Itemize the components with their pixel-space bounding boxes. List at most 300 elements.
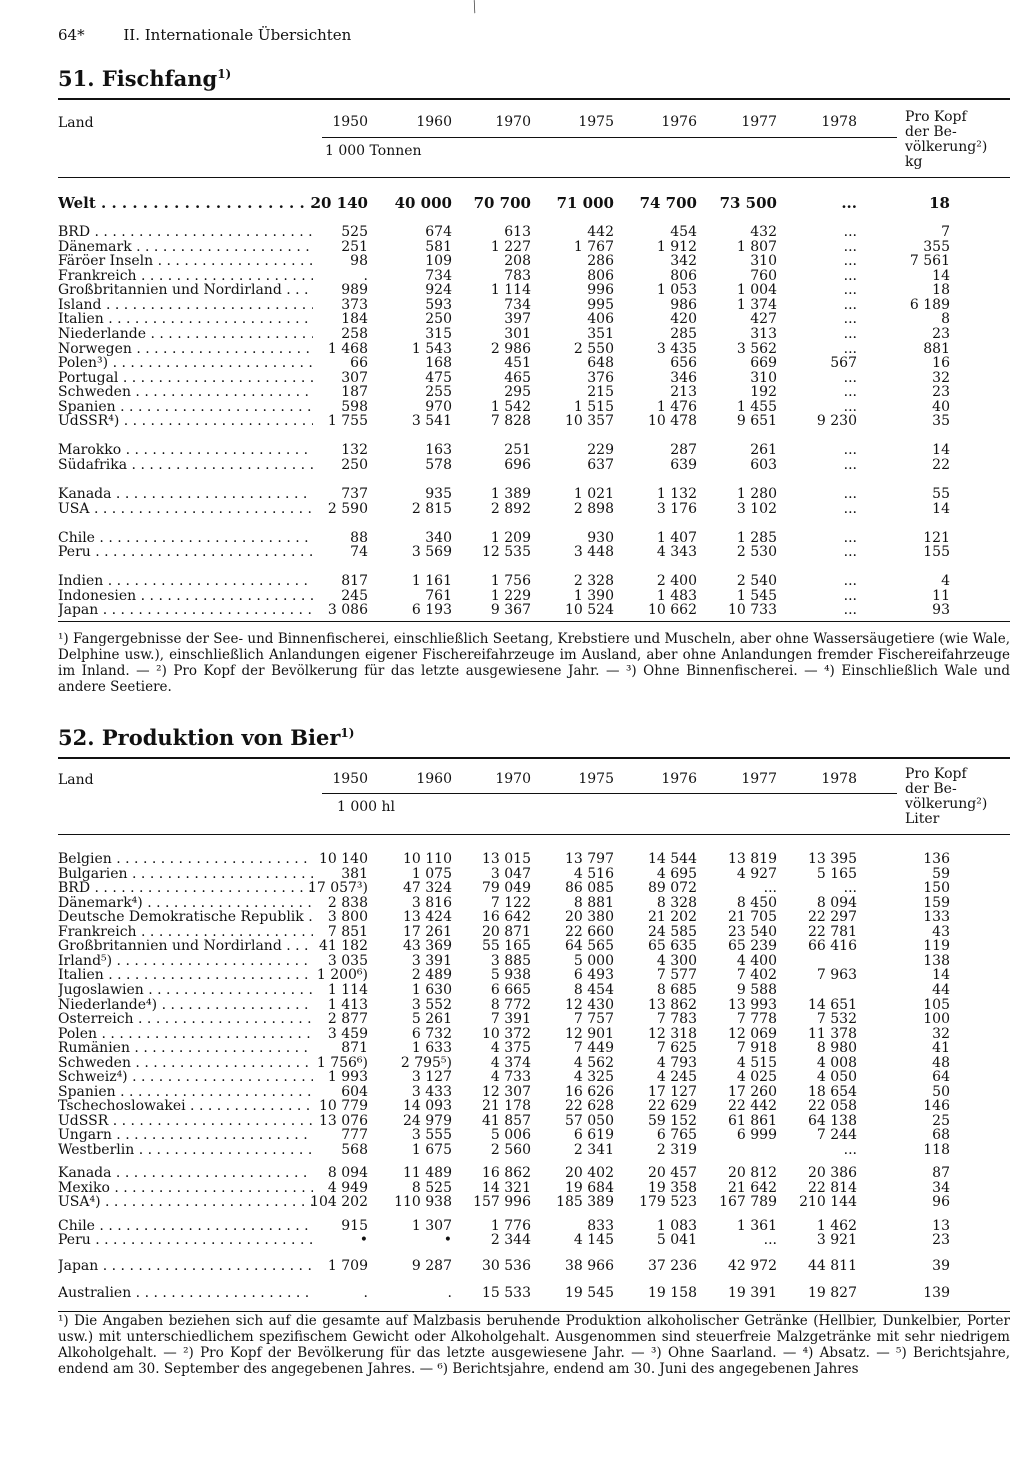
table-cell: 157 996 [473,1194,531,1211]
table-cell: 57 050 [565,1112,614,1129]
table-cell: 4 733 [490,1069,531,1086]
table52-title-text: 52. Produktion von Bier [58,725,341,750]
table-cell: 44 [932,981,950,998]
table-cell: 8 772 [490,996,531,1013]
table-cell: 1 543 [411,340,452,357]
row-label: Deutsche Demokratische Republik . . . [58,910,313,924]
table-cell: 3 433 [411,1083,452,1100]
row-label: Peru . . . [58,545,313,559]
row-label: BRD . . . [58,225,313,239]
row-label: Tschechoslowakei . . . [58,1099,313,1113]
table-cell: ... [843,544,857,561]
table-cell: 817 [341,573,368,590]
table-cell: ... [843,398,857,415]
table-row [0,939,1024,953]
table52-unit: 1 000 hl [337,799,396,815]
row-label: Chile . . . [58,531,313,545]
table-cell: 6 999 [736,1127,777,1144]
table-cell: 986 [670,296,697,313]
table-cell: 10 372 [482,1025,531,1042]
table-cell: 3 448 [573,544,614,561]
row-label: Jugoslawien . . . [58,983,313,997]
table-cell: 1 912 [656,238,697,255]
table51-title-text: 51. Fischfang [58,66,218,91]
table-cell: 213 [670,384,697,401]
table-cell: 7 828 [490,413,531,430]
table-cell: 7 778 [736,1011,777,1028]
table-cell: 8 328 [656,894,697,911]
table-cell: 32 [932,1025,950,1042]
row-label: Südafrika . . . [58,458,313,472]
year-header: 1978 [821,771,857,787]
table-cell: 8 094 [327,1165,368,1182]
table-cell: ... [843,224,857,241]
table-cell: 593 [425,296,452,313]
table-cell: 18 654 [808,1083,857,1100]
table-cell: 14 321 [482,1179,531,1196]
table-cell: 2 319 [656,1142,697,1158]
table-cell: 11 489 [403,1165,452,1182]
table-cell: 185 389 [556,1194,614,1211]
table-cell: 4 374 [490,1054,531,1071]
row-label: Belgien . . . [58,852,313,866]
table-cell: 6 665 [490,981,531,998]
table-cell: 25 [932,1112,950,1129]
table-cell: 89 072 [648,880,697,897]
table-cell: 3 127 [411,1069,452,1086]
table-cell: • [359,1232,368,1249]
table-row [0,1181,1024,1195]
table-row [0,896,1024,910]
table51-land-header: Land [58,115,94,131]
year-header: 1977 [741,114,777,130]
table-row [0,385,1024,399]
table-cell: 783 [504,267,531,284]
table-cell: 4 245 [656,1069,697,1086]
table-cell: 7 783 [656,1011,697,1028]
table-cell: 8 980 [816,1040,857,1057]
table-row [0,1219,1024,1233]
table51-footnote: ¹) Fangergebnisse der See- und Binnenfischerei, einschließlich Seetang, Krebstiere und Muscheln, aber ohne Wassersäugetiere (wie Wale, Delphine usw.), einschließlich Anlandungen eigener Fischereifahrzeuge im Ausland, aber ohne Anlandungen fremder Fischereifahrzeuge im Inland. — ²) Pro Kopf der Bevölkerung für das letzte ausgewiesene Jahr. — ³) Ohne Binnenfischerei. — ⁴) Einschließlich Wale und andere Seetiere. [58,631,1010,695]
row-label: Niederlande . . . [58,327,313,341]
table-cell: 19 158 [648,1284,697,1301]
table-cell: 7 391 [490,1011,531,1028]
row-label: Indonesien . . . [58,589,313,603]
table-cell: ... [843,282,857,299]
table-cell: 14 [932,267,950,284]
table-cell: ... [763,880,777,897]
table-cell: 66 416 [808,938,857,955]
table-row [0,502,1024,516]
table-row [0,954,1024,968]
table-cell: 1 633 [411,1040,452,1057]
table-cell: ... [843,311,857,328]
table-cell: 6 619 [573,1127,614,1144]
table-cell: 4 300 [656,952,697,969]
table-cell: 648 [587,355,614,372]
table-row [0,1259,1024,1273]
table-cell: 989 [341,282,368,299]
table-cell: 871 [341,1040,368,1057]
table-cell: 5 165 [816,865,857,882]
table-cell: 525 [341,224,368,241]
row-label: Großbritannien und Nordirland . . . [58,283,313,297]
table-cell: 12 318 [648,1025,697,1042]
table-cell: 55 [932,486,950,502]
table-cell: 1 630 [411,981,452,998]
table-cell: 915 [341,1217,368,1234]
row-label: USA . . . [58,502,313,516]
table-row [0,254,1024,268]
table-cell: 139 [923,1284,950,1301]
table-cell: 8 094 [816,894,857,911]
table-cell: 22 442 [728,1098,777,1115]
table-cell: 22 629 [648,1098,697,1115]
table-cell: 138 [923,952,950,969]
table-row [0,414,1024,428]
table-cell: 6 493 [573,967,614,984]
table52-bottom-rule [58,1311,1010,1312]
table-cell: 110 938 [394,1194,452,1211]
pen-mark: ╱ [469,1,481,14]
table-cell: 8 881 [573,894,614,911]
table-cell: 71 000 [556,194,614,212]
table-row [0,983,1024,997]
table-cell: 65 635 [648,938,697,955]
table-cell: 18 [932,282,950,299]
year-header: 1978 [821,114,857,130]
row-label: Großbritannien und Nordirland . . . [58,939,313,953]
table-cell: 38 966 [565,1258,614,1275]
table-cell: 13 424 [403,909,452,926]
table-cell: 118 [923,1142,950,1158]
table-cell: 1 227 [490,238,531,255]
table-cell: 2 344 [490,1232,531,1249]
table-cell: 179 523 [639,1194,697,1211]
table-cell: 74 [350,544,368,561]
table-cell: 10 140 [319,851,368,867]
table-cell: ... [843,384,857,401]
table-row [0,545,1024,559]
table-row [0,1195,1024,1209]
table-cell: 1 545 [736,587,777,604]
table-cell: 603 [750,456,777,473]
year-header: 1950 [332,771,368,787]
table-cell: 17 260 [728,1083,777,1100]
table-cell: • [443,1232,452,1249]
table-cell: 96 [932,1194,950,1211]
table-cell: 2 795⁵) [400,1054,452,1071]
table-cell: 210 144 [799,1194,857,1211]
table-cell: 2 892 [490,500,531,517]
table-cell: 3 047 [490,865,531,882]
row-label: Norwegen . . . [58,342,313,356]
row-label: UdSSR . . . [58,1114,313,1128]
table-cell: 4 927 [736,865,777,882]
table-cell: 7 963 [816,967,857,984]
table-cell: 10 662 [648,602,697,619]
row-label: Kanada . . . [58,487,313,501]
table-row [0,458,1024,472]
table-cell: 105 [923,996,950,1013]
table-cell: 3 569 [411,544,452,561]
table51-title [58,66,231,91]
row-label: Irland⁵) . . . [58,954,313,968]
table-row [0,487,1024,501]
table-cell: 7 918 [736,1040,777,1057]
table-cell: 995 [587,296,614,313]
table-cell: 313 [750,325,777,342]
table-cell: 87 [932,1165,950,1182]
table-cell: 12 307 [482,1083,531,1100]
table-cell: 4 008 [816,1054,857,1071]
table-cell: 1 807 [736,238,777,255]
row-label: Italien . . . [58,312,313,326]
table-cell: ... [843,296,857,313]
table-cell: 734 [425,267,452,284]
row-label: Welt . . . [58,196,313,210]
table-cell: 22 660 [565,923,614,940]
perkopf-line: völkerung²) [905,796,988,812]
table-cell: 3 541 [411,413,452,430]
table-cell: 7 [941,224,950,241]
table-cell: 3 921 [816,1232,857,1249]
table-cell: . [363,267,368,284]
row-label: USA⁴) . . . [58,1195,313,1209]
table-cell: ... [843,340,857,357]
table-cell: 310 [750,253,777,270]
perkopf-line: der Be- [905,781,957,797]
table-cell: 250 [341,456,368,473]
table-cell: 598 [341,398,368,415]
table-row [0,312,1024,326]
table-cell: 16 862 [482,1165,531,1182]
table-row [0,1085,1024,1099]
table-cell: 258 [341,325,368,342]
table-cell: 4 793 [656,1054,697,1071]
table-cell: 5 261 [411,1011,452,1028]
perkopf-line: Pro Kopf [905,109,967,125]
table-cell: 119 [923,938,950,955]
table-cell: 215 [587,384,614,401]
table-row [0,574,1024,588]
table-row [0,881,1024,895]
table-cell: 3 885 [490,952,531,969]
table-cell: 1 114 [327,981,368,998]
row-label: Rumänien . . . [58,1041,313,1055]
table-cell: 12 901 [565,1025,614,1042]
table-cell: 833 [587,1217,614,1234]
table-cell: 10 779 [319,1098,368,1115]
table-cell: 20 386 [808,1165,857,1182]
table-cell: 1 075 [411,865,452,882]
table-cell: 61 861 [728,1112,777,1129]
table-cell: 1 755 [327,413,368,430]
table-cell: ... [843,602,857,619]
table-cell: 3 816 [411,894,452,911]
table-row [0,356,1024,370]
section-title: II. Internationale Übersichten [123,26,352,44]
table-cell: 155 [923,544,950,561]
row-label: UdSSR⁴) . . . [58,414,313,428]
table-cell: 4 695 [656,865,697,882]
table-cell: 3 459 [327,1025,368,1042]
row-label: Marokko . . . [58,443,313,457]
table-cell: 2 815 [411,500,452,517]
table-row [0,1056,1024,1070]
table-cell: 10 478 [648,413,697,430]
table-row [0,531,1024,545]
table-cell: 184 [341,311,368,328]
table-cell: 17 127 [648,1083,697,1100]
table-row [0,196,1024,210]
table-cell: 2 898 [573,500,614,517]
table-cell: 19 827 [808,1284,857,1301]
table-cell: 451 [504,355,531,372]
table-row [0,225,1024,239]
table-cell: 930 [587,529,614,546]
table-cell: 355 [923,238,950,255]
table-cell: 1 200⁶) [316,967,368,984]
table-cell: 1 361 [736,1217,777,1234]
table-cell: 777 [341,1127,368,1144]
table-cell: 13 819 [728,851,777,867]
table51-top-rule [58,98,1010,100]
table-cell: 208 [504,253,531,270]
row-label: Peru . . . [58,1233,313,1247]
table-cell: 23 540 [728,923,777,940]
table-cell: 4 050 [816,1069,857,1086]
table-cell: 7 757 [573,1011,614,1028]
table-cell: 1 767 [573,238,614,255]
table-cell: 381 [341,865,368,882]
table-cell: . [447,1284,452,1301]
table-cell: 8 685 [656,981,697,998]
table-cell: 14 [932,500,950,517]
table-cell: 3 555 [411,1127,452,1144]
table-cell: 40 000 [394,194,452,212]
table-cell: ... [843,880,857,897]
table-cell: 22 781 [808,923,857,940]
row-label: Österreich . . . [58,1012,313,1026]
table51-perkopf-header [905,110,1005,170]
table-cell: 14 651 [808,996,857,1013]
table-cell: 376 [587,369,614,386]
table-cell: ... [841,194,857,212]
table-cell: 6 765 [656,1127,697,1144]
table-cell: 121 [923,529,950,546]
table-cell: 2 838 [327,894,368,911]
table-cell: 737 [341,486,368,502]
table-cell: 6 189 [909,296,950,313]
table-row [0,1114,1024,1128]
table-cell: 19 358 [648,1179,697,1196]
table-cell: 2 877 [327,1011,368,1028]
table52-title-sup: 1) [340,726,355,740]
table-cell: 1 285 [736,529,777,546]
table-row [0,443,1024,457]
row-label: Dänemark⁴) . . . [58,896,313,910]
table-cell: 310 [750,369,777,386]
table-cell: 4 562 [573,1054,614,1071]
row-label: Frankreich . . . [58,269,313,283]
row-label: Schweden . . . [58,1056,313,1070]
table-cell: 406 [587,311,614,328]
table-cell: 9 230 [816,413,857,430]
running-header [58,26,351,44]
table-cell: 167 789 [719,1194,777,1211]
table-row [0,968,1024,982]
table-cell: 13 862 [648,996,697,1013]
table-cell: 20 402 [565,1165,614,1182]
table-cell: 761 [425,587,452,604]
table-cell: 20 457 [648,1165,697,1182]
table-cell: 10 733 [728,602,777,619]
table-cell: 64 565 [565,938,614,955]
table-cell: 4 515 [736,1054,777,1071]
table-cell: 7 244 [816,1127,857,1144]
table-cell: 427 [750,311,777,328]
row-label: BRD . . . [58,881,313,895]
table-cell: 1 161 [411,573,452,590]
table-cell: 1 675 [411,1142,452,1158]
table-cell: 9 367 [490,602,531,619]
table-cell: ... [843,486,857,502]
table-cell: 3 552 [411,996,452,1013]
table-cell: 35 [932,413,950,430]
table-cell: 568 [341,1142,368,1158]
table-cell: 696 [504,456,531,473]
perkopf-line: Liter [905,811,940,827]
year-header: 1950 [332,114,368,130]
table-cell: 21 202 [648,909,697,926]
table-row [0,925,1024,939]
table-cell: 1 542 [490,398,531,415]
table-cell: 613 [504,224,531,241]
table-cell: 1 053 [656,282,697,299]
table-cell: 30 536 [482,1258,531,1275]
table-row [0,1233,1024,1247]
table-cell: 4 949 [327,1179,368,1196]
table-cell: 397 [504,311,531,328]
table-cell: 23 [932,1232,950,1249]
table-cell: 7 561 [909,253,950,270]
table-cell: 20 140 [310,194,368,212]
table-cell: 41 [932,1040,950,1057]
table-row [0,998,1024,1012]
table-cell: 43 369 [403,938,452,955]
table-row [0,371,1024,385]
table-cell: 43 [932,923,950,940]
row-label: Portugal . . . [58,371,313,385]
table-cell: 924 [425,282,452,299]
table-cell: 4 145 [573,1232,614,1249]
table-cell: 806 [670,267,697,284]
table-cell: 39 [932,1258,950,1275]
table-cell: ... [763,1232,777,1249]
table-cell: 7 402 [736,967,777,984]
table-cell: 3 035 [327,952,368,969]
table-cell: 5 041 [656,1232,697,1249]
perkopf-line: Pro Kopf [905,766,967,782]
table-cell: ... [843,253,857,270]
table-cell: 475 [425,369,452,386]
table-cell: 806 [587,267,614,284]
table-cell: 315 [425,325,452,342]
table-cell: 70 700 [473,194,531,212]
table-cell: 11 [932,587,950,604]
row-label: Australien . . . [58,1286,313,1300]
